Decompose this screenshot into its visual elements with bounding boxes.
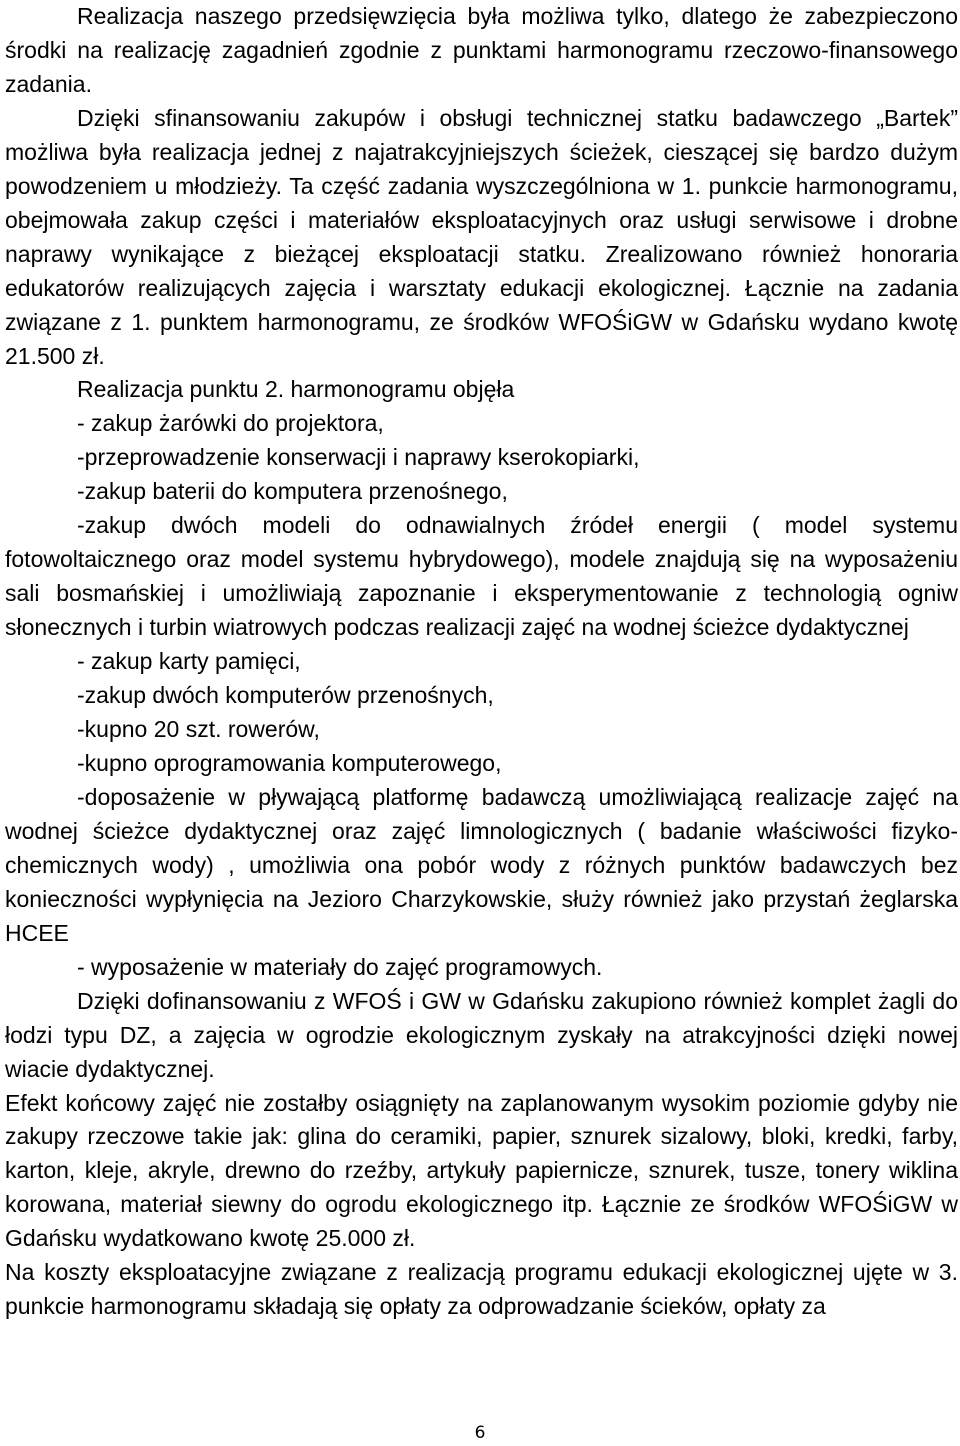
paragraph-operating-costs: Na koszty eksploatacyjne związane z realizacją programu edukacji ekologicznej ujęte w 3. punkcie harmonogramu składają się opłaty za odprowadzanie ścieków, opłaty za	[5, 1259, 958, 1320]
list-item: - zakup karty pamięci,	[77, 648, 301, 675]
document-body	[5, 0, 958, 1324]
paragraph-bartek-financing: Dzięki sfinansowaniu zakupów i obsługi technicznej statku badawczego „Bartek” możliwa była realizacja jednej z najatrakcyjniejszych ścieżek, cieszącej się bardzo dużym powodzeniem u młodzieży. Ta część zadania wyszczególniona w 1. punkcie harmonogramu, obejmowała zakup części i materiałów eksploatacyjnych oraz usługi serwisowe i drobne naprawy wynikające z bieżącej eksploatacji statku. Zrealizowano również honoraria edukatorów realizujących zajęcia i warsztaty edukacji ekologicznej. Łącznie na zadania związane z 1. punktem harmonogramu, ze środków WFOŚiGW w Gdańsku wydano kwotę 21.500 zł.	[5, 104, 958, 369]
paragraph-final-effect: Efekt końcowy zajęć nie zostałby osiągnięty na zaplanowanym wysokim poziomie gdyby nie zakupy rzeczowe takie jak: glina do ceramiki, papier, sznurek sizalowy, bloki, kredki, farby, karton, kleje, akryle, drewno do rzeźby, artykuły papiernicze, sznurek, tusze, tonery wiklina korowana, materiał siewny do ogrodu ekologicznego itp. Łącznie ze środków WFOŚiGW w Gdańsku wydatkowano kwotę 25.000 zł.	[5, 1089, 958, 1252]
paragraph-point-2: Realizacja punktu 2. harmonogramu objęła	[77, 376, 515, 403]
list-item: -przeprowadzenie konserwacji i naprawy kserokopiarki,	[77, 444, 640, 471]
list-item: -zakup baterii do komputera przenośnego,	[77, 478, 508, 505]
list-item: -zakup dwóch komputerów przenośnych,	[77, 682, 494, 709]
list-item: - wyposażenie w materiały do zajęć programowych.	[77, 953, 603, 980]
list-item: - zakup żarówki do projektora,	[77, 410, 384, 437]
list-item: -kupno 20 szt. rowerów,	[77, 716, 320, 743]
paragraph-sails: Dzięki dofinansowaniu z WFOŚ i GW w Gdańsku zakupiono również komplet żagli do łodzi typu DZ, a zajęcia w ogrodzie ekologicznym zyskały na atrakcyjności dzięki nowej wiacie dydaktycznej.	[5, 987, 958, 1082]
list-item: -kupno oprogramowania komputerowego,	[77, 749, 502, 776]
page-number: 6	[474, 1423, 486, 1443]
list-item: -zakup dwóch modeli do odnawialnych źródeł energii ( model systemu fotowoltaicznego oraz model systemu hybrydowego), modele znajdują się na wyposażeniu sali bosmańskiej i umożliwiają zapoznanie i eksperymentowanie z technologią ogniw słonecznych i turbin wiatrowych podczas realizacji zajęć na wodnej ścieżce dydaktycznej	[5, 512, 958, 641]
paragraph-intro: Realizacja naszego przedsięwzięcia była możliwa tylko, dlatego że zabezpieczono środki na realizację zagadnień zgodnie z punktami harmonogramu rzeczowo-finansowego zadania.	[5, 3, 958, 97]
list-item: -doposażenie w pływającą platformę badawczą umożliwiającą realizacje zajęć na wodnej ścieżce dydaktycznej oraz zajęć limnologicznych ( badanie właściwości fizyko-chemicznych wody) , umożliwia ona pobór wody z różnych punktów badawczych bez konieczności wypłynięcia na Jezioro Charzykowskie, służy również jako przystań żeglarska HCEE	[5, 783, 958, 946]
